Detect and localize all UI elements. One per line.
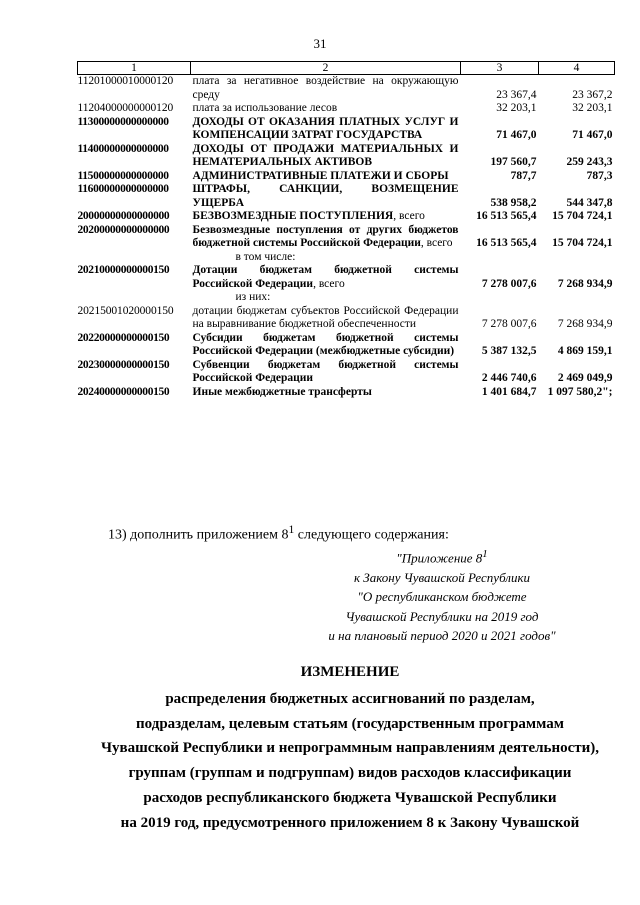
row-value-2020: 15 704 724,1 xyxy=(552,210,613,222)
appendix-line: Чувашской Республики на 2019 год xyxy=(345,608,539,624)
row-value-2020: 23 367,2 xyxy=(572,88,613,101)
row-code: 20215001020000150 xyxy=(77,304,174,317)
row-value-2020: 15 704 724,1 xyxy=(552,237,613,249)
table-row xyxy=(78,332,615,359)
table-row xyxy=(78,170,615,184)
col-header-1: 1 xyxy=(78,62,191,75)
appendix-line: "Приложение $8^1$ xyxy=(396,548,488,566)
row-code: 20240000000000150 xyxy=(77,385,170,398)
row-code xyxy=(78,291,191,305)
row-name: Дотации бюджетам бюджетной системы Российской Федерации, всего xyxy=(192,264,459,290)
row-name: плата за использование лесов xyxy=(192,102,338,114)
row-code: 20210000000000150 xyxy=(77,264,170,276)
row-value-2019: 16 513 565,4 xyxy=(476,210,537,222)
page-number: 31 xyxy=(313,36,327,51)
row-value-2020 xyxy=(539,251,615,265)
section-heading xyxy=(60,660,640,836)
row-value-2019: 7 278 007,6 xyxy=(481,277,537,290)
appendix-header xyxy=(292,545,592,646)
row-value-2020: 71 467,0 xyxy=(572,129,613,141)
heading-line: расходов республиканского бюджета Чувашской Республики xyxy=(143,789,557,806)
row-name: дотации бюджетам субъектов Российской Федерации на выравнивание бюджетной обеспеченности xyxy=(192,304,459,330)
table-row xyxy=(78,210,615,224)
row-name: Безвозмездные поступления от других бюджетов бюджетной системы Российской Федерации, всего xyxy=(192,223,459,249)
table-row xyxy=(78,386,615,400)
col-header-3: 3 xyxy=(461,62,539,75)
row-code: 20230000000000150 xyxy=(77,358,170,371)
row-code: 11201000010000120 xyxy=(77,75,174,87)
row-name: ДОХОДЫ ОТ ОКАЗАНИЯ ПЛАТНЫХ УСЛУГ И КОМПЕНСАЦИИ ЗАТРАТ ГОСУДАРСТВА xyxy=(192,115,459,141)
row-value-2020: 32 203,1 xyxy=(572,102,613,114)
row-value-2020: 259 243,3 xyxy=(566,156,613,168)
table-row xyxy=(78,305,615,332)
appendix-line: к Закону Чувашской Республики xyxy=(353,569,531,585)
row-value-2020: 1 097 580,2"; xyxy=(547,385,613,398)
row-name: Иные межбюджетные трансферты xyxy=(192,385,372,398)
row-value-2020: 4 869 159,1 xyxy=(557,345,613,357)
row-value-2019: 16 513 565,4 xyxy=(476,237,537,249)
revenue-table xyxy=(77,61,615,399)
table-row xyxy=(78,264,615,291)
row-value-2020 xyxy=(539,291,615,305)
col-header-2: 2 xyxy=(191,62,461,75)
row-code: 11600000000000000 xyxy=(77,183,169,195)
row-name: из них: xyxy=(235,291,271,303)
row-value-2019 xyxy=(461,251,539,265)
table-row xyxy=(78,291,615,305)
table-row xyxy=(78,143,615,170)
row-value-2019: 787,7 xyxy=(510,169,537,182)
row-value-2019: 5 387 132,5 xyxy=(481,345,537,357)
heading-line: на 2019 год, предусмотренного приложением 8 к Закону Чувашской xyxy=(120,814,580,831)
row-code: 11300000000000000 xyxy=(77,115,169,128)
row-value-2019: 32 203,1 xyxy=(496,102,537,114)
table-row xyxy=(78,224,615,251)
row-value-2019: 71 467,0 xyxy=(496,129,537,141)
heading-line: группам (группам и подгруппам) видов расходов классификации xyxy=(128,765,572,782)
row-name: АДМИНИСТРАТИВНЫЕ ПЛАТЕЖИ И СБОРЫ xyxy=(192,169,449,182)
row-name: плата за негативное воздействие на окружающую среду xyxy=(192,75,459,101)
item-13-text: 13) дополнить приложением $8^1$ следующего содержания: xyxy=(108,523,449,543)
row-code: 20000000000000000 xyxy=(77,210,170,222)
row-value-2020: 787,3 xyxy=(586,169,613,182)
heading-line: подразделам, целевым статьям (государственным программам xyxy=(136,715,564,732)
row-value-2020: 7 268 934,9 xyxy=(557,277,613,290)
row-code xyxy=(78,251,191,265)
table-row xyxy=(78,251,615,265)
row-value-2019: 538 958,2 xyxy=(490,196,537,209)
table-row xyxy=(78,359,615,386)
appendix-line: "О республиканском бюджете xyxy=(357,589,527,605)
row-name: Субсидии бюджетам бюджетной системы Российской Федерации (межбюджетные субсидии) xyxy=(192,331,459,357)
row-code: 11400000000000000 xyxy=(77,142,169,155)
row-name: Субвенции бюджетам бюджетной системы Российской Федерации xyxy=(192,358,459,384)
row-value-2020: 7 268 934,9 xyxy=(557,318,613,330)
row-code: 20200000000000000 xyxy=(77,223,170,236)
row-name: ДОХОДЫ ОТ ПРОДАЖИ МАТЕРИАЛЬНЫХ И НЕМАТЕРИАЛЬНЫХ АКТИВОВ xyxy=(192,142,459,168)
row-value-2019: 1 401 684,7 xyxy=(481,385,537,398)
table-row xyxy=(78,116,615,143)
row-code: 20220000000000150 xyxy=(77,331,170,344)
row-value-2019: 23 367,4 xyxy=(496,88,537,101)
table-header-row xyxy=(78,62,615,75)
row-value-2019: 2 446 740,6 xyxy=(481,372,537,384)
heading-line: распределения бюджетных ассигнований по разделам, xyxy=(165,690,535,707)
col-header-4: 4 xyxy=(539,62,615,75)
row-value-2020: 2 469 049,9 xyxy=(557,372,613,384)
row-value-2019: 7 278 007,6 xyxy=(481,318,537,330)
row-value-2019 xyxy=(461,291,539,305)
table-row xyxy=(78,183,615,210)
row-name: БЕЗВОЗМЕЗДНЫЕ ПОСТУПЛЕНИЯ, всего xyxy=(192,210,425,222)
row-value-2019: 197 560,7 xyxy=(490,156,537,168)
row-value-2020: 544 347,8 xyxy=(566,196,613,209)
row-code: 11204000000000120 xyxy=(77,102,174,114)
appendix-line: и на плановый период 2020 и 2021 годов" xyxy=(328,628,556,644)
row-name: в том числе: xyxy=(235,250,296,263)
heading-line: Чувашской Республики и непрограммным направлениям деятельности), xyxy=(100,740,600,757)
row-name: ШТРАФЫ, САНКЦИИ, ВОЗМЕЩЕНИЕ УЩЕРБА xyxy=(192,183,459,209)
table-row xyxy=(78,102,615,116)
heading-title: ИЗМЕНЕНИЕ xyxy=(300,664,400,680)
table-row xyxy=(78,75,615,103)
row-code: 11500000000000000 xyxy=(77,169,169,182)
